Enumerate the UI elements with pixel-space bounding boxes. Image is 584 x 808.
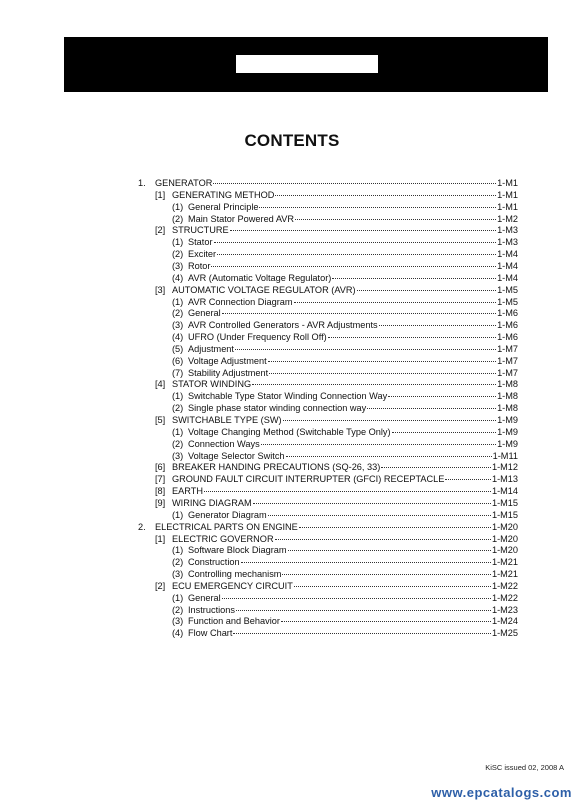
toc-entry-number: 2. bbox=[138, 521, 146, 532]
toc-entry[interactable] bbox=[172, 627, 518, 639]
toc-entry-page: 1-M21 bbox=[491, 557, 518, 568]
toc-entry-page: 1-M20 bbox=[491, 521, 518, 532]
toc-dot-leader bbox=[275, 187, 496, 196]
toc-entry-number: (2) bbox=[172, 213, 184, 224]
toc-entry-number: 1. bbox=[138, 178, 146, 188]
toc-entry-page: 1-M4 bbox=[497, 260, 518, 271]
toc-entry-number: [2] bbox=[155, 225, 166, 236]
toc-entry-page: 1-M9 bbox=[497, 415, 518, 425]
toc-entry-page: 1-M9 bbox=[497, 438, 518, 449]
toc-entry-label: ELECTRIC GOVERNOR bbox=[172, 533, 274, 544]
toc-entry-page: 1-M6 bbox=[497, 308, 518, 319]
toc-entry-number: (2) bbox=[172, 604, 184, 615]
toc-entry-page: 1-M3 bbox=[497, 237, 518, 248]
toc-dot-leader bbox=[269, 365, 496, 374]
toc-entry-number: (4) bbox=[172, 332, 184, 343]
toc-entry-number: [8] bbox=[155, 486, 166, 497]
toc-entry-label: STATOR WINDING bbox=[172, 379, 252, 390]
toc-entry-page: 1-M1 bbox=[497, 201, 518, 212]
toc-entry-label: STRUCTURE bbox=[172, 225, 229, 236]
toc-entry-page: 1-M3 bbox=[497, 225, 518, 236]
toc-entry-label: General bbox=[188, 308, 221, 319]
toc-entry-label: AVR Connection Diagram bbox=[188, 296, 293, 307]
toc-entry-label: Voltage Selector Switch bbox=[188, 450, 285, 461]
toc-dot-leader bbox=[268, 507, 491, 516]
toc-dot-leader bbox=[211, 258, 496, 267]
toc-dot-leader bbox=[235, 341, 496, 350]
toc-entry-page: 1-M6 bbox=[497, 332, 518, 343]
toc-entry-number: (4) bbox=[172, 628, 184, 639]
toc-entry-page: 1-M7 bbox=[497, 367, 518, 378]
toc-entry-page: 1-M15 bbox=[491, 497, 518, 508]
page-title: CONTENTS bbox=[244, 131, 340, 150]
toc-entry-label: GENERATOR bbox=[155, 178, 213, 188]
toc-dot-leader bbox=[268, 353, 496, 362]
toc-entry-number: (1) bbox=[172, 426, 184, 437]
toc-entry-label: Generator Diagram bbox=[188, 509, 267, 520]
toc-entry-page: 1-M24 bbox=[491, 616, 518, 627]
toc-entry-page: 1-M11 bbox=[492, 450, 518, 461]
header-label-box bbox=[236, 55, 378, 73]
watermark: www.epcatalogs.com bbox=[431, 785, 572, 800]
toc-entry-label: EARTH bbox=[172, 486, 203, 497]
toc-entry-label: General bbox=[188, 592, 221, 603]
toc-entry-label: BREAKER HANDING PRECAUTIONS (SQ-26, 33) bbox=[172, 462, 381, 473]
toc-entry-number: [1] bbox=[155, 533, 166, 544]
toc-entry-page: 1-M14 bbox=[491, 486, 518, 497]
toc-entry-number: [5] bbox=[155, 415, 166, 425]
toc-entry-page: 1-M5 bbox=[497, 296, 518, 307]
toc-entry-number: (3) bbox=[172, 320, 184, 331]
toc-entry-page: 1-M5 bbox=[497, 284, 518, 295]
toc-dot-leader bbox=[217, 246, 496, 255]
toc-dot-leader bbox=[379, 317, 496, 326]
toc-dot-leader bbox=[213, 175, 496, 184]
toc-entry-page: 1-M4 bbox=[497, 249, 518, 260]
toc-entry-number: (2) bbox=[172, 249, 184, 260]
toc-dot-leader bbox=[299, 519, 491, 528]
toc-dot-leader bbox=[283, 412, 496, 421]
toc-entry-label: Rotor bbox=[188, 260, 211, 271]
toc-entry-page: 1-M15 bbox=[491, 509, 518, 520]
toc-entry-label: Stability Adjustment bbox=[188, 367, 269, 378]
toc-dot-leader bbox=[236, 602, 491, 611]
toc-dot-leader bbox=[259, 199, 496, 208]
toc-entry-number: (7) bbox=[172, 367, 184, 378]
toc-entry-number: [3] bbox=[155, 284, 166, 295]
toc-dot-leader bbox=[328, 329, 496, 338]
toc-entry-number: [2] bbox=[155, 580, 166, 591]
toc-entry-label: ECU EMERGENCY CIRCUIT bbox=[172, 580, 293, 591]
toc-entry-number: (1) bbox=[172, 509, 184, 520]
toc-entry-number: (6) bbox=[172, 355, 184, 366]
toc-dot-leader bbox=[381, 459, 491, 468]
toc-dot-leader bbox=[230, 222, 496, 231]
toc-entry-number: (5) bbox=[172, 343, 184, 354]
toc-entry-label: Exciter bbox=[188, 249, 217, 260]
toc-entry-label: Voltage Adjustment bbox=[188, 355, 267, 366]
toc-entry-label: AVR (Automatic Voltage Regulator) bbox=[188, 272, 332, 283]
toc-entry-label: Connection Ways bbox=[188, 438, 260, 449]
toc-entry-page: 1-M20 bbox=[491, 533, 518, 544]
toc-entry-label: ELECTRICAL PARTS ON ENGINE bbox=[155, 521, 298, 532]
header-bar bbox=[64, 37, 548, 92]
toc-entry-page: 1-M8 bbox=[497, 379, 518, 390]
toc-entry-label: Switchable Type Stator Winding Connection Way bbox=[188, 391, 388, 402]
toc-entry-page: 1-M8 bbox=[497, 403, 518, 414]
toc-entry-page: 1-M4 bbox=[497, 272, 518, 283]
toc-entry-number: [4] bbox=[155, 379, 166, 390]
toc-entry-label: Controlling mechanism bbox=[188, 569, 282, 580]
toc-dot-leader bbox=[253, 495, 491, 504]
toc-dot-leader bbox=[222, 305, 496, 314]
toc-dot-leader bbox=[388, 388, 496, 397]
toc-dot-leader bbox=[357, 282, 496, 291]
toc-dot-leader bbox=[294, 294, 497, 303]
toc-entry-number: (3) bbox=[172, 260, 184, 271]
toc-entry-label: GENERATING METHOD bbox=[172, 189, 275, 200]
toc-dot-leader bbox=[241, 554, 491, 563]
toc-entry-label: Flow Chart bbox=[188, 628, 233, 639]
toc-dot-leader bbox=[233, 625, 491, 634]
toc-entry-number: [1] bbox=[155, 189, 166, 200]
toc-entry-page: 1-M1 bbox=[497, 189, 518, 200]
toc-entry-page: 1-M22 bbox=[491, 592, 518, 603]
toc-entry-number: (1) bbox=[172, 201, 184, 212]
toc-entry-page: 1-M22 bbox=[491, 580, 518, 591]
toc-entry-number: (1) bbox=[172, 545, 184, 556]
toc-entry-label: UFRO (Under Frequency Roll Off) bbox=[188, 332, 327, 343]
toc-dot-leader bbox=[222, 590, 491, 599]
toc-entry-label: SWITCHABLE TYPE (SW) bbox=[172, 415, 282, 425]
toc-dot-leader bbox=[281, 613, 491, 622]
toc-entry-label: Voltage Changing Method (Switchable Type Only) bbox=[188, 426, 391, 437]
toc-dot-leader bbox=[252, 376, 496, 385]
toc-entry-number: (2) bbox=[172, 308, 184, 319]
issue-note: KiSC issued 02, 2008 A bbox=[485, 763, 564, 772]
toc-entry-label: General Principle bbox=[188, 201, 259, 212]
toc-dot-leader bbox=[445, 471, 491, 480]
toc-entry-label: Instructions bbox=[188, 604, 235, 615]
toc-dot-leader bbox=[204, 483, 491, 492]
toc-entry-page: 1-M6 bbox=[497, 320, 518, 331]
toc-dot-leader bbox=[367, 400, 496, 409]
toc-entry-label: AUTOMATIC VOLTAGE REGULATOR (AVR) bbox=[172, 284, 356, 295]
toc-entry-number: (2) bbox=[172, 557, 184, 568]
toc-entry-number: (1) bbox=[172, 296, 184, 307]
toc-dot-leader bbox=[332, 270, 496, 279]
toc-entry-page: 1-M7 bbox=[497, 355, 518, 366]
toc-entry-page: 1-M23 bbox=[491, 604, 518, 615]
toc-dot-leader bbox=[214, 234, 497, 243]
toc-entry-number: (1) bbox=[172, 237, 184, 248]
toc-entry-label: Construction bbox=[188, 557, 240, 568]
toc-dot-leader bbox=[392, 424, 496, 433]
toc-entry-page: 1-M21 bbox=[491, 569, 518, 580]
toc-entry-page: 1-M8 bbox=[497, 391, 518, 402]
toc-entry-label: Function and Behavior bbox=[188, 616, 280, 627]
toc-dot-leader bbox=[275, 531, 491, 540]
toc-entry-number: (1) bbox=[172, 391, 184, 402]
toc-entry-label: GROUND FAULT CIRCUIT INTERRUPTER (GFCI) RECEPTACLE bbox=[172, 474, 445, 485]
toc-entry-number: (3) bbox=[172, 450, 184, 461]
toc-dot-leader bbox=[286, 448, 492, 457]
toc-entry-label: Single phase stator winding connection way bbox=[188, 403, 367, 414]
toc-entry-number: [9] bbox=[155, 497, 166, 508]
toc-entry-label: Software Block Diagram bbox=[188, 545, 287, 556]
toc-entry-number: (2) bbox=[172, 403, 184, 414]
toc-entry-page: 1-M13 bbox=[491, 474, 518, 485]
toc-entry-number: (2) bbox=[172, 438, 184, 449]
toc-entry-number: [6] bbox=[155, 462, 166, 473]
toc-entry-number: (1) bbox=[172, 592, 184, 603]
toc-entry-page: 1-M25 bbox=[491, 628, 518, 639]
toc-entry-number: (3) bbox=[172, 569, 184, 580]
toc-entry-page: 1-M9 bbox=[497, 426, 518, 437]
toc-entry-page: 1-M12 bbox=[491, 462, 518, 473]
toc-entry-number: [7] bbox=[155, 474, 166, 485]
toc-entry-page: 1-M20 bbox=[491, 545, 518, 556]
toc-entry-label: Adjustment bbox=[188, 343, 234, 354]
toc-dot-leader bbox=[295, 211, 496, 220]
toc-dot-leader bbox=[282, 566, 491, 575]
toc-entry-label: WIRING DIAGRAM bbox=[172, 497, 252, 508]
toc-entry-number: (4) bbox=[172, 272, 184, 283]
toc-dot-leader bbox=[294, 578, 491, 587]
toc-dot-leader bbox=[261, 436, 496, 445]
toc-entry-label: AVR Controlled Generators - AVR Adjustments bbox=[188, 320, 378, 331]
toc-entry-label: Stator bbox=[188, 237, 213, 248]
toc-dot-leader bbox=[288, 542, 491, 551]
toc-entry-page: 1-M2 bbox=[497, 213, 518, 224]
toc-entry-number: (3) bbox=[172, 616, 184, 627]
toc-entry-page: 1-M1 bbox=[497, 178, 518, 188]
toc-entry-label: Main Stator Powered AVR bbox=[188, 213, 295, 224]
toc-entry-page: 1-M7 bbox=[497, 343, 518, 354]
